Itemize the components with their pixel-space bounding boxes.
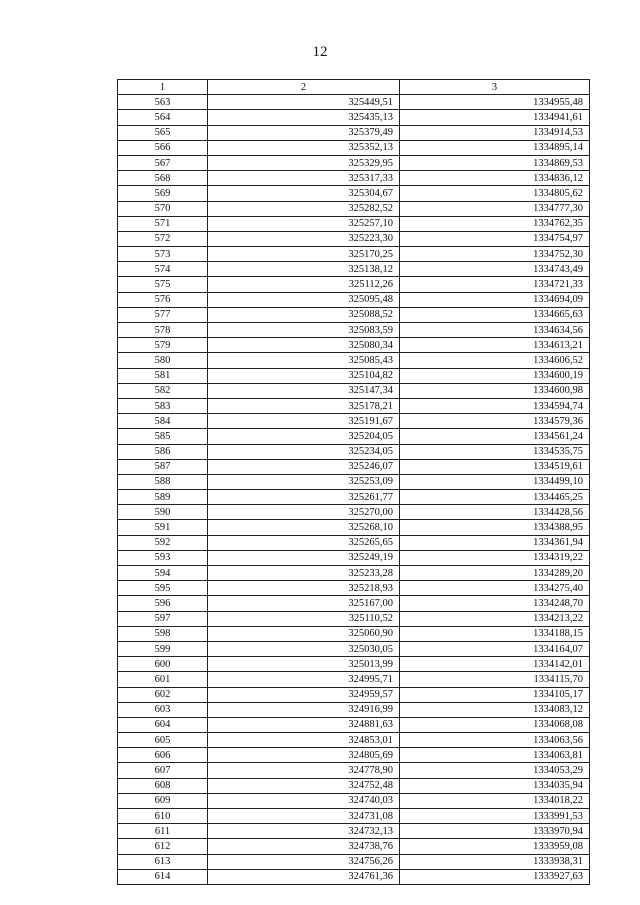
point-number-cell: 582 [118,383,208,398]
x-coordinate-cell: 325138,12 [208,262,400,277]
x-coordinate-cell: 325246,07 [208,459,400,474]
x-coordinate-cell: 325270,00 [208,505,400,520]
x-coordinate-cell: 325204,05 [208,429,400,444]
table-row [118,125,590,140]
table-row [118,429,590,444]
x-coordinate-cell: 325170,25 [208,247,400,262]
table-row [118,414,590,429]
point-number-cell: 565 [118,125,208,140]
point-number-cell: 591 [118,520,208,535]
point-number-cell: 574 [118,262,208,277]
table-row [118,535,590,550]
x-coordinate-cell: 324752,48 [208,778,400,793]
point-number-cell: 597 [118,611,208,626]
point-number-cell: 604 [118,717,208,732]
page-number: 12 [312,44,328,60]
y-coordinate-cell: 1334743,49 [400,262,590,277]
point-number-cell: 570 [118,201,208,216]
x-coordinate-cell: 325329,95 [208,155,400,170]
table-row [118,641,590,656]
x-coordinate-cell: 324853,01 [208,733,400,748]
x-coordinate-cell: 324761,36 [208,869,400,884]
table-row [118,171,590,186]
table-row [118,201,590,216]
x-coordinate-cell: 325085,43 [208,353,400,368]
x-coordinate-cell: 325095,48 [208,292,400,307]
y-coordinate-cell: 1333970,94 [400,824,590,839]
y-coordinate-cell: 1334164,07 [400,641,590,656]
point-number-cell: 598 [118,626,208,641]
x-coordinate-cell: 325352,13 [208,140,400,155]
table-row [118,262,590,277]
point-number-cell: 609 [118,793,208,808]
y-coordinate-cell: 1334068,08 [400,717,590,732]
point-number-cell: 575 [118,277,208,292]
table-row [118,626,590,641]
x-coordinate-cell: 324738,76 [208,839,400,854]
table-row [118,550,590,565]
x-coordinate-cell: 324805,69 [208,748,400,763]
y-coordinate-cell: 1334428,56 [400,505,590,520]
point-number-cell: 568 [118,171,208,186]
y-coordinate-cell: 1334895,14 [400,140,590,155]
y-coordinate-cell: 1334499,10 [400,474,590,489]
table-row [118,231,590,246]
x-coordinate-cell: 325080,34 [208,338,400,353]
table-row [118,474,590,489]
point-number-cell: 586 [118,444,208,459]
table-row [118,353,590,368]
point-number-cell: 589 [118,490,208,505]
table-row [118,338,590,353]
point-number-cell: 587 [118,459,208,474]
x-coordinate-cell: 325104,82 [208,368,400,383]
y-coordinate-cell: 1334519,61 [400,459,590,474]
x-coordinate-cell: 325060,90 [208,626,400,641]
y-coordinate-cell: 1334388,95 [400,520,590,535]
x-coordinate-cell: 325083,59 [208,323,400,338]
point-number-cell: 605 [118,733,208,748]
table-row [118,763,590,778]
point-number-cell: 563 [118,95,208,110]
point-number-cell: 572 [118,231,208,246]
y-coordinate-cell: 1334606,52 [400,353,590,368]
point-number-cell: 577 [118,307,208,322]
y-coordinate-cell: 1334762,35 [400,216,590,231]
y-coordinate-cell: 1334941,61 [400,110,590,125]
table-row [118,824,590,839]
point-number-cell: 566 [118,140,208,155]
table-row [118,186,590,201]
point-number-cell: 594 [118,566,208,581]
x-coordinate-cell: 325265,65 [208,535,400,550]
point-number-cell: 564 [118,110,208,125]
table-row [118,110,590,125]
table-row [118,505,590,520]
table-body [118,95,590,885]
point-number-cell: 599 [118,641,208,656]
table-row [118,307,590,322]
point-number-cell: 603 [118,702,208,717]
x-coordinate-cell: 325110,52 [208,611,400,626]
y-coordinate-cell: 1334188,15 [400,626,590,641]
table-row [118,581,590,596]
table-row [118,323,590,338]
point-number-cell: 592 [118,535,208,550]
point-number-cell: 573 [118,247,208,262]
x-coordinate-cell: 325435,13 [208,110,400,125]
point-number-cell: 601 [118,672,208,687]
y-coordinate-cell: 1334142,01 [400,657,590,672]
x-coordinate-cell: 325261,77 [208,490,400,505]
table-row [118,793,590,808]
point-number-cell: 596 [118,596,208,611]
header-col-3: 3 [400,80,590,95]
table-header [118,80,590,95]
table-row [118,140,590,155]
y-coordinate-cell: 1334594,74 [400,398,590,413]
point-number-cell: 611 [118,824,208,839]
table-row [118,839,590,854]
x-coordinate-cell: 325449,51 [208,95,400,110]
y-coordinate-cell: 1334083,12 [400,702,590,717]
point-number-cell: 612 [118,839,208,854]
y-coordinate-cell: 1333938,31 [400,854,590,869]
x-coordinate-cell: 324916,99 [208,702,400,717]
y-coordinate-cell: 1333927,63 [400,869,590,884]
table-row [118,292,590,307]
header-col-2: 2 [208,80,400,95]
point-number-cell: 600 [118,657,208,672]
point-number-cell: 607 [118,763,208,778]
x-coordinate-cell: 324881,63 [208,717,400,732]
x-coordinate-cell: 324995,71 [208,672,400,687]
point-number-cell: 595 [118,581,208,596]
header-col-1: 1 [118,80,208,95]
y-coordinate-cell: 1334535,75 [400,444,590,459]
table-row [118,809,590,824]
table-row [118,869,590,884]
y-coordinate-cell: 1334105,17 [400,687,590,702]
point-number-cell: 590 [118,505,208,520]
point-number-cell: 602 [118,687,208,702]
x-coordinate-cell: 325317,33 [208,171,400,186]
y-coordinate-cell: 1334805,62 [400,186,590,201]
point-number-cell: 578 [118,323,208,338]
table-row [118,672,590,687]
point-number-cell: 588 [118,474,208,489]
x-coordinate-cell: 324732,13 [208,824,400,839]
table-row [118,611,590,626]
table-row [118,459,590,474]
table-row [118,444,590,459]
point-number-cell: 606 [118,748,208,763]
y-coordinate-cell: 1333959,08 [400,839,590,854]
y-coordinate-cell: 1334053,29 [400,763,590,778]
point-number-cell: 584 [118,414,208,429]
x-coordinate-cell: 325167,00 [208,596,400,611]
table-row [118,854,590,869]
y-coordinate-cell: 1334836,12 [400,171,590,186]
y-coordinate-cell: 1334721,33 [400,277,590,292]
x-coordinate-cell: 325304,67 [208,186,400,201]
table-row [118,687,590,702]
y-coordinate-cell: 1334613,21 [400,338,590,353]
x-coordinate-cell: 324731,08 [208,809,400,824]
y-coordinate-cell: 1334248,70 [400,596,590,611]
table-row [118,398,590,413]
x-coordinate-cell: 325234,05 [208,444,400,459]
y-coordinate-cell: 1334665,63 [400,307,590,322]
point-number-cell: 567 [118,155,208,170]
y-coordinate-cell: 1334914,53 [400,125,590,140]
point-number-cell: 583 [118,398,208,413]
point-number-cell: 581 [118,368,208,383]
y-coordinate-cell: 1334361,94 [400,535,590,550]
table-row [118,596,590,611]
x-coordinate-cell: 325191,67 [208,414,400,429]
x-coordinate-cell: 325233,28 [208,566,400,581]
x-coordinate-cell: 325253,09 [208,474,400,489]
point-number-cell: 576 [118,292,208,307]
x-coordinate-cell: 325013,99 [208,657,400,672]
y-coordinate-cell: 1334319,22 [400,550,590,565]
y-coordinate-cell: 1334213,22 [400,611,590,626]
table-row [118,368,590,383]
table-row [118,717,590,732]
table-row [118,247,590,262]
point-number-cell: 569 [118,186,208,201]
x-coordinate-cell: 325223,30 [208,231,400,246]
point-number-cell: 613 [118,854,208,869]
point-number-cell: 610 [118,809,208,824]
table-row [118,520,590,535]
y-coordinate-cell: 1334289,20 [400,566,590,581]
x-coordinate-cell: 325112,26 [208,277,400,292]
table-row [118,383,590,398]
y-coordinate-cell: 1334955,48 [400,95,590,110]
y-coordinate-cell: 1334275,40 [400,581,590,596]
point-number-cell: 593 [118,550,208,565]
y-coordinate-cell: 1334634,56 [400,323,590,338]
table-row [118,566,590,581]
point-number-cell: 585 [118,429,208,444]
point-number-cell: 571 [118,216,208,231]
table-row [118,95,590,110]
y-coordinate-cell: 1334600,19 [400,368,590,383]
point-number-cell: 614 [118,869,208,884]
table-row [118,490,590,505]
x-coordinate-cell: 325088,52 [208,307,400,322]
y-coordinate-cell: 1334869,53 [400,155,590,170]
y-coordinate-cell: 1334018,22 [400,793,590,808]
x-coordinate-cell: 325379,49 [208,125,400,140]
header-row [118,80,590,95]
y-coordinate-cell: 1334600,98 [400,383,590,398]
table-row [118,748,590,763]
y-coordinate-cell: 1334579,36 [400,414,590,429]
table-row [118,216,590,231]
y-coordinate-cell: 1334777,30 [400,201,590,216]
table-row [118,277,590,292]
y-coordinate-cell: 1334063,56 [400,733,590,748]
y-coordinate-cell: 1334465,25 [400,490,590,505]
y-coordinate-cell: 1334752,30 [400,247,590,262]
point-number-cell: 608 [118,778,208,793]
x-coordinate-cell: 324778,90 [208,763,400,778]
x-coordinate-cell: 325282,52 [208,201,400,216]
x-coordinate-cell: 325268,10 [208,520,400,535]
y-coordinate-cell: 1334754,97 [400,231,590,246]
table-row [118,155,590,170]
table-row [118,733,590,748]
table-row [118,702,590,717]
x-coordinate-cell: 325178,21 [208,398,400,413]
x-coordinate-cell: 325249,19 [208,550,400,565]
x-coordinate-cell: 324740,03 [208,793,400,808]
x-coordinate-cell: 324959,57 [208,687,400,702]
x-coordinate-cell: 325257,10 [208,216,400,231]
y-coordinate-cell: 1333991,53 [400,809,590,824]
x-coordinate-cell: 324756,26 [208,854,400,869]
table-row [118,657,590,672]
table-row [118,778,590,793]
y-coordinate-cell: 1334561,24 [400,429,590,444]
coordinates-table [117,79,590,885]
y-coordinate-cell: 1334694,09 [400,292,590,307]
point-number-cell: 579 [118,338,208,353]
point-number-cell: 580 [118,353,208,368]
x-coordinate-cell: 325218,93 [208,581,400,596]
y-coordinate-cell: 1334063,81 [400,748,590,763]
y-coordinate-cell: 1334115,70 [400,672,590,687]
x-coordinate-cell: 325030,05 [208,641,400,656]
y-coordinate-cell: 1334035,94 [400,778,590,793]
x-coordinate-cell: 325147,34 [208,383,400,398]
